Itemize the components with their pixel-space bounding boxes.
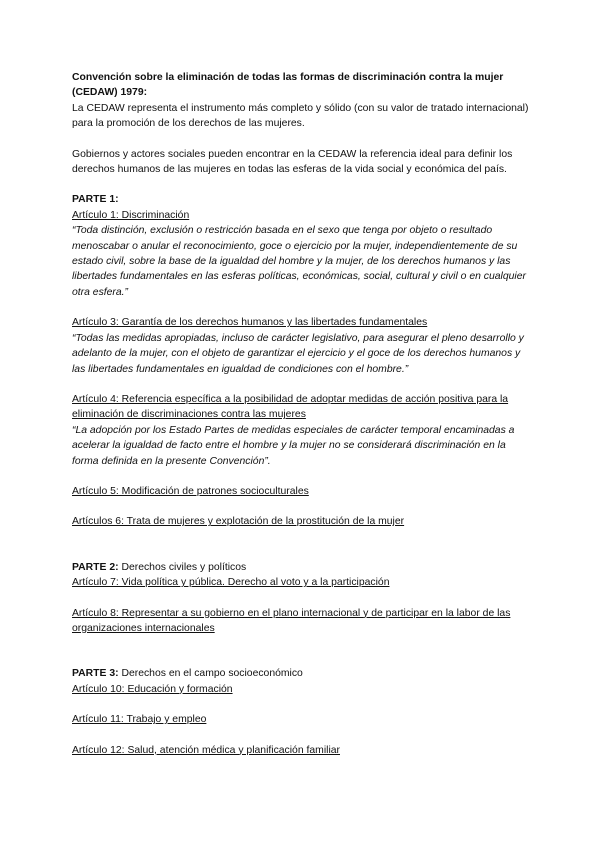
article-1-quote: “Toda distinción, exclusión o restricción basada en el sexo que tenga por objeto o resultado menoscabar o anular el reconocimiento, goce o ejercicio por la mujer, independientemente de su estado civil, sobre la base de la igualdad del hombre y la mujer, de los derechos humanos y las libertades fundamentales en las esferas políticas, económicas, social, cultural y civil o en cualquier otra esfera.” <box>72 225 526 298</box>
article-3-quote: “Todas las medidas apropiadas, incluso de carácter legislativo, para asegurar el pleno desarrollo y adelanto de la mujer, con el objeto de garantizar el ejercicio y el goce de los derechos humanos y las libertades fundamentales en igualdad de condiciones con el hombre.” <box>72 332 524 375</box>
article-10-link[interactable]: Artículo 10: Educación y formación <box>72 683 233 695</box>
article-11-link[interactable]: Artículo 11: Trabajo y empleo <box>72 714 207 726</box>
article-3-link[interactable]: Artículo 3: Garantía de los derechos humanos y las libertades fundamentales <box>72 317 428 329</box>
article-7-link[interactable]: Artículo 7: Vida política y pública. Derecho al voto y a la participación <box>72 577 390 589</box>
part-2-heading-line <box>72 560 534 575</box>
article-6-link[interactable]: Artículos 6: Trata de mujeres y explotación de la prostitución de la mujer <box>72 516 405 528</box>
part-3-heading-line <box>72 666 534 681</box>
part-1-heading: PARTE 1: <box>72 194 119 206</box>
intro-paragraph-2: Gobiernos y actores sociales pueden encontrar en la CEDAW la referencia ideal para definir los derechos humanos de las mujeres en todas las esferas de la vida social y económica del país. <box>72 148 513 176</box>
part-3-subtitle: Derechos en el campo socioeconómico <box>118 668 303 680</box>
part-2-subtitle: Derechos civiles y políticos <box>118 561 247 573</box>
article-4-quote: “La adopción por los Estado Partes de medidas especiales de carácter temporal encaminadas a acelerar la igualdad de facto entre el hombre y la mujer no se considerará discriminación en la forma definida en la presente Convención”. <box>72 424 515 467</box>
part-2-heading: PARTE 2: <box>72 561 119 573</box>
article-4-link[interactable]: Artículo 4: Referencia específica a la posibilidad de adoptar medidas de acción positiva para la eliminación de discriminaciones contra las mujeres <box>72 393 509 421</box>
document-title: Convención sobre la eliminación de todas las formas de discriminación contra la mujer (CEDAW) 1979: <box>72 72 504 99</box>
article-5-link[interactable]: Artículo 5: Modificación de patrones socioculturales <box>72 485 309 497</box>
article-12-link[interactable]: Artículo 12: Salud, atención médica y planificación familiar <box>72 744 340 756</box>
intro-paragraph-1: La CEDAW representa el instrumento más completo y sólido (con su valor de tratado internacional) para la promoción de los derechos de las mujeres. <box>72 102 529 130</box>
document-content <box>72 70 534 758</box>
part-3-heading: PARTE 3: <box>72 668 119 680</box>
article-8-link[interactable]: Artículo 8: Representar a su gobierno en el plano internacional y de participar en la labor de las organizaciones internacionales <box>72 607 511 634</box>
article-1-link[interactable]: Artículo 1: Discriminación <box>72 209 190 221</box>
